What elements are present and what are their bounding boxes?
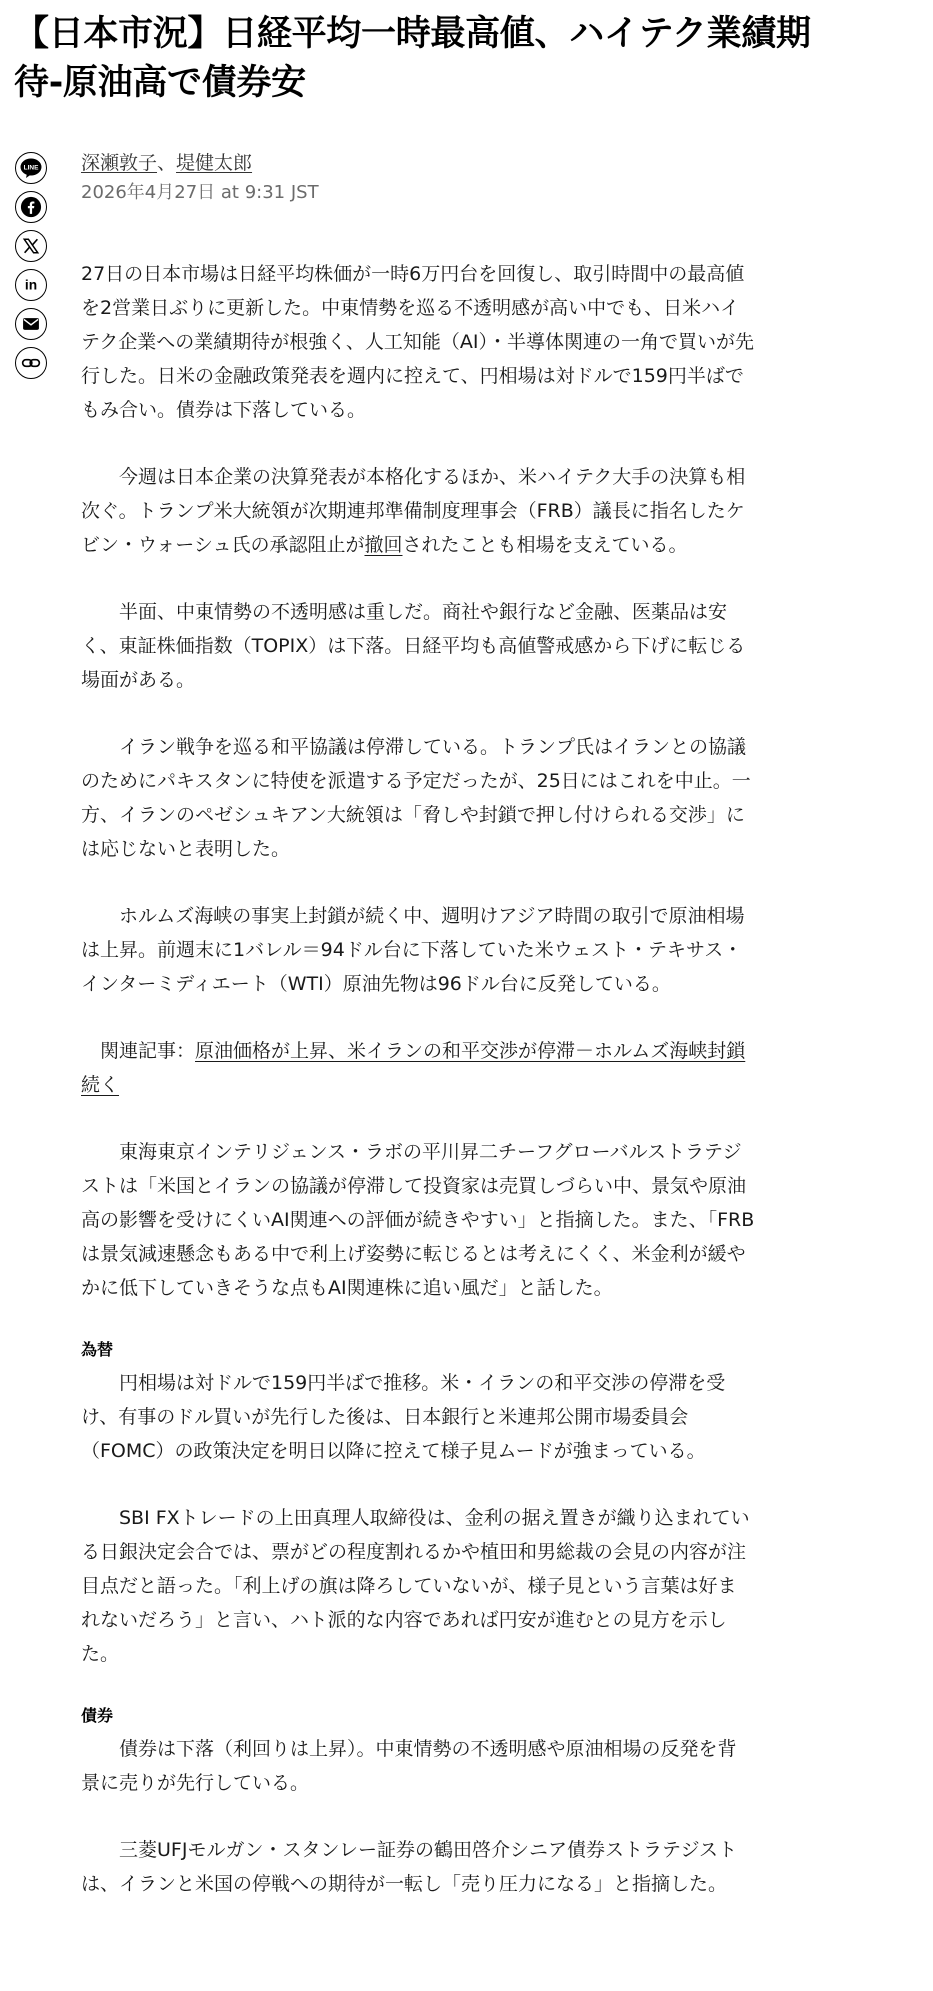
link-icon [21,353,41,373]
section-heading-fx: 為替 [81,1340,114,1359]
paragraph-9: 債券は下落（利回りは上昇）。中東情勢の不透明感や原油相場の反発を背景に売りが先行している。 [81,1738,737,1794]
authors [81,148,319,178]
byline [81,148,319,208]
paragraph-4: イラン戦争を巡る和平協議は停滞している。トランプ氏はイランとの協議のためにパキスタンに特使を派遣する予定だったが、25日にはこれを中止。一方、イランのペゼシュキアン大統領は「脅しや封鎖で押し付けられる交渉」には応じないと表明した。 [81,736,751,860]
email-icon [21,314,41,334]
paragraph-10: 三菱UFJモルガン・スタンレー証券の鶴田啓介シニア債券ストラテジストは、イランと米国の停戦への期待が一転し「売り圧力になる」と指摘した。 [81,1839,738,1895]
linkedin-icon [20,274,42,296]
share-x-button[interactable] [15,230,47,262]
author-link-2[interactable]: 堤健太郎 [176,152,253,174]
paragraph-1: 27日の日本市場は日経平均株価が一時6万円台を回復し、取引時間中の最高値を2営業日ぶりに更新した。中東情勢を巡る不透明感が高い中でも、日米ハイテク企業への業績期待が根強く、人工知能（AI）・半導体関連の一角で買いが先行した。日米の金融政策発表を週内に控えて、円相場は対ドルで159円半ばでもみ合い。債券は下落している。 [81,263,754,421]
linkedin-icon-label: in [24,277,38,293]
related-article-prefix: 関連記事： [100,1040,196,1062]
paragraph-2-text-end: されたことも相場を支えている。 [402,534,688,556]
related-article-link[interactable]: 原油価格が上昇、米イランの和平交渉が停滞－ホルムズ海峡封鎖続く [81,1040,746,1096]
share-line-button[interactable] [15,152,47,184]
paragraph-8: SBI FXトレードの上田真理人取締役は、金利の据え置きが織り込まれている日銀決定会合では、票がどの程度割れるかや植田和男総裁の会見の内容が注目点だと語った。「利上げの旗は降ろしていないが、様子見という言葉は好まれないだろう」と言い、ハト派的な内容であれば円安が進むとの見方を示した。 [81,1507,750,1665]
copy-link-button[interactable] [15,347,47,379]
withdrawal-link[interactable]: 撤回 [364,534,403,556]
paragraph-2 [81,460,755,562]
line-icon [19,156,43,180]
author-link-1[interactable]: 深瀬敦子 [81,152,158,174]
share-email-button[interactable] [15,308,47,340]
article-body [81,257,755,1934]
share-bar [15,152,51,379]
related-article [81,1034,755,1102]
paragraph-7: 円相場は対ドルで159円半ばで推移。米・イランの和平交渉の停滞を受け、有事のドル買いが先行した後は、日本銀行と米連邦公開市場委員会（FOMC）の政策決定を明日以降に控えて様子見ムードが強まっている。 [81,1372,726,1462]
section-heading-bond: 債券 [81,1706,114,1725]
publish-timestamp: 2026年4月27日 at 9:31 JST [81,182,319,203]
facebook-icon [20,196,42,218]
x-icon [22,237,40,255]
paragraph-2-text: 今週は日本企業の決算発表が本格化するほか、米ハイテク大手の決算も相次ぐ。トランプ米大統領が次期連邦準備制度理事会（FRB）議長に指名したケビン・ウォーシュ氏の承認阻止が [81,466,746,556]
share-linkedin-button[interactable] [15,269,47,301]
paragraph-6: 東海東京インテリジェンス・ラボの平川昇二チーフグローバルストラテジストは「米国とイランの協議が停滞して投資家は売買しづらい中、景気や原油高の影響を受けにくいAI関連への評価が続きやすい」と指摘した。また、「FRBは景気減速懸念もある中で利上げ姿勢に転じるとは考えにくく、米金利が緩やかに低下していきそうな点もAI関連株に追い風だ」と話した。 [81,1141,755,1299]
line-icon-label: LINE [23,164,39,172]
article-headline: 【日本市況】日経平均一時最高値、ハイテク業績期待-原油高で債券安 [14,14,811,103]
paragraph-5: ホルムズ海峡の事実上封鎖が続く中、週明けアジア時間の取引で原油相場は上昇。前週末に1バレル＝94ドル台に下落していた米ウェスト・テキサス・インターミディエート（WTI）原油先物は96ドル台に反発している。 [81,905,745,995]
author-separator: 、 [157,152,177,174]
share-facebook-button[interactable] [15,191,47,223]
paragraph-3: 半面、中東情勢の不透明感は重しだ。商社や銀行など金融、医薬品は安く、東証株価指数（TOPIX）は下落。日経平均も高値警戒感から下げに転じる場面がある。 [81,601,746,691]
